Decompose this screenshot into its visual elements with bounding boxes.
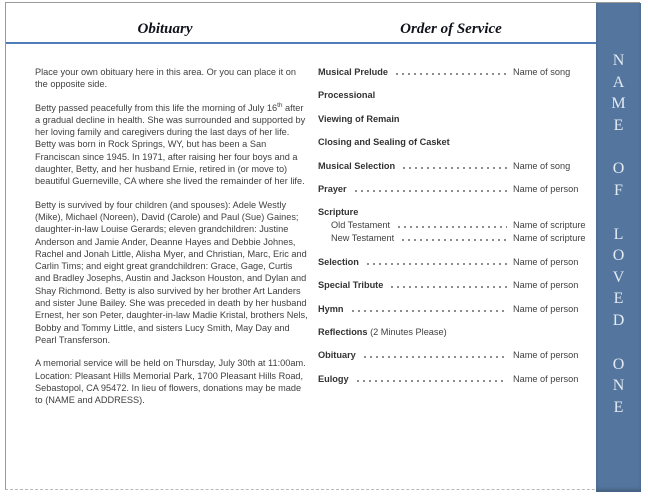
service-row: [318, 113, 590, 125]
order-of-service-title: Order of Service: [400, 21, 502, 37]
dotted-leader: [355, 373, 507, 385]
service-row: [318, 279, 590, 291]
service-row: [318, 256, 590, 268]
service-row: [318, 373, 590, 385]
dotted-leader: [401, 160, 507, 172]
obituary-paragraph-service-info: A memorial service will be held on Thursday, July 30th at 11:00am. Location: Pleasant Hills Memorial Park, 1700 Pleasant Hills Road, Sebastopol, CA 95472. In lieu of flowers, donations may be made to (NAME and ADDRESS).: [35, 358, 306, 406]
vertical-title-letter: E: [613, 398, 624, 416]
service-item-label: Eulogy: [318, 373, 349, 384]
service-row: [318, 326, 590, 338]
service-item-label: Prayer: [318, 183, 347, 194]
service-item-value: Name of person: [513, 373, 579, 384]
service-item-value: Name of person: [513, 280, 579, 291]
vertical-title-letter: O: [612, 247, 625, 265]
name-of-loved-one-sidebar: [596, 3, 641, 492]
service-row: [318, 303, 590, 315]
ordinal-superscript: th: [277, 101, 283, 109]
obituary-paragraph-life: [35, 102, 308, 188]
service-item-value: Name of song: [513, 67, 571, 77]
service-item-label: Reflections: [318, 326, 368, 337]
vertical-title-letter: V: [612, 268, 625, 286]
service-item-label: Closing and Sealing of Casket: [318, 137, 450, 148]
service-item-label: Scripture: [318, 207, 359, 218]
service-row: [318, 89, 590, 101]
vertical-title-letter: A: [612, 73, 625, 91]
service-row: [318, 349, 590, 361]
service-item-label: Obituary: [318, 350, 356, 361]
service-item-label: Old Testament: [331, 220, 391, 231]
dotted-leader: [362, 349, 507, 361]
vertical-title-letter: D: [612, 311, 625, 329]
service-item-value: Name of scripture: [513, 233, 586, 244]
service-row: [318, 136, 590, 148]
service-item-label: Musical Prelude: [318, 67, 388, 77]
obituary-paragraph-placeholder: Place your own obituary here in this area. Or you can place it on the opposite side.: [35, 67, 296, 90]
vertical-title-letter: N: [612, 377, 625, 395]
dotted-leader: [365, 256, 507, 268]
obituary-paragraph-life-text: Betty passed peacefully from this life the morning of July 16: [35, 102, 278, 113]
obituary-title: Obituary: [137, 21, 193, 37]
vertical-title-word: [611, 50, 625, 136]
vertical-title-letter: F: [614, 181, 623, 199]
vertical-title-letter: M: [611, 95, 626, 113]
header-accent-line: [6, 42, 596, 44]
service-item-value: Name of person: [513, 350, 579, 361]
service-item-value: Name of song: [513, 160, 571, 171]
service-row: [318, 206, 590, 218]
dotted-leader: [353, 183, 507, 195]
service-item-label: Processional: [318, 90, 376, 101]
service-row: [318, 160, 590, 172]
vertical-title-letter: O: [612, 160, 625, 178]
vertical-title-word: [613, 224, 625, 332]
vertical-title-letter: N: [612, 52, 625, 69]
dotted-leader: [394, 66, 507, 78]
dotted-leader: [400, 232, 507, 244]
vertical-title-word: [613, 158, 625, 201]
order-of-service-list: [318, 66, 590, 396]
service-row: [318, 232, 590, 244]
vertical-title-letter: E: [613, 290, 624, 308]
service-item-label: Special Tribute: [318, 280, 384, 291]
service-item-label: Musical Selection: [318, 160, 396, 171]
service-item-value: Name of person: [513, 256, 579, 267]
vertical-title-word: [613, 354, 625, 419]
service-item-label: Selection: [318, 256, 359, 267]
dotted-leader: [389, 279, 507, 291]
vertical-title-letter: E: [613, 116, 624, 134]
service-item-value: Name of scripture: [513, 220, 586, 231]
dotted-leader: [350, 303, 507, 315]
service-item-label: Viewing of Remain: [318, 113, 400, 124]
obituary-paragraph-life-text: after a gradual decline in health. She was surrounded and supported by her loving family and caregivers during the last days of her life. Betty was born in Rock Springs, WY, but has been a San Franciscan since 1945. In 1971, after raising her four boys and a daughter, Betty, and her husband Ernie, retired in (or move to) beautiful Guerneville, CA where she lived the remainder of her life.: [35, 102, 306, 187]
service-item-label: New Testament: [331, 233, 395, 244]
service-item-label: Hymn: [318, 303, 344, 314]
vertical-title-letter: O: [612, 355, 625, 373]
obituary-paragraph-survivors: Betty is survived by four children (and spouses): Adele Westly (Mike), Michael (Noreen), David (Carole) and Paul (Sue) Gaines; daughter-in-law Louise Gerards; eleven grandchildren: Justine Anderson and Jamie Ander, Deanne Hayes and Debbie Johnes, Rachel and Jonah Little, Alisha Myer, and Christian, Marc, Eric and Carlin Tims; and eight great grandchildren: Grace, Gage, Curtis and Bradley Josephs, Austin and Jackson Houston, and Dylan and Shay Richmond. Betty is also survived by her brother Art Landers and sister June Bailey. She was preceded in death by her husband Ernest, her son Peter, daughter-in-law Madie Kristal, brothers Nels, Bobby and Tommy Little, and sisters Lucy Smith, May Day and Pearl Transferson.: [35, 199, 308, 345]
service-item-note: (2 Minutes Please): [367, 326, 447, 337]
dotted-leader: [396, 219, 507, 231]
obituary-body: [35, 66, 308, 417]
service-item-value: Name of person: [513, 183, 579, 194]
vertical-title-letter: L: [613, 225, 624, 243]
service-item-value: Name of person: [513, 303, 579, 314]
service-row: [318, 183, 590, 195]
service-row: [318, 219, 590, 231]
service-row: [318, 66, 590, 78]
